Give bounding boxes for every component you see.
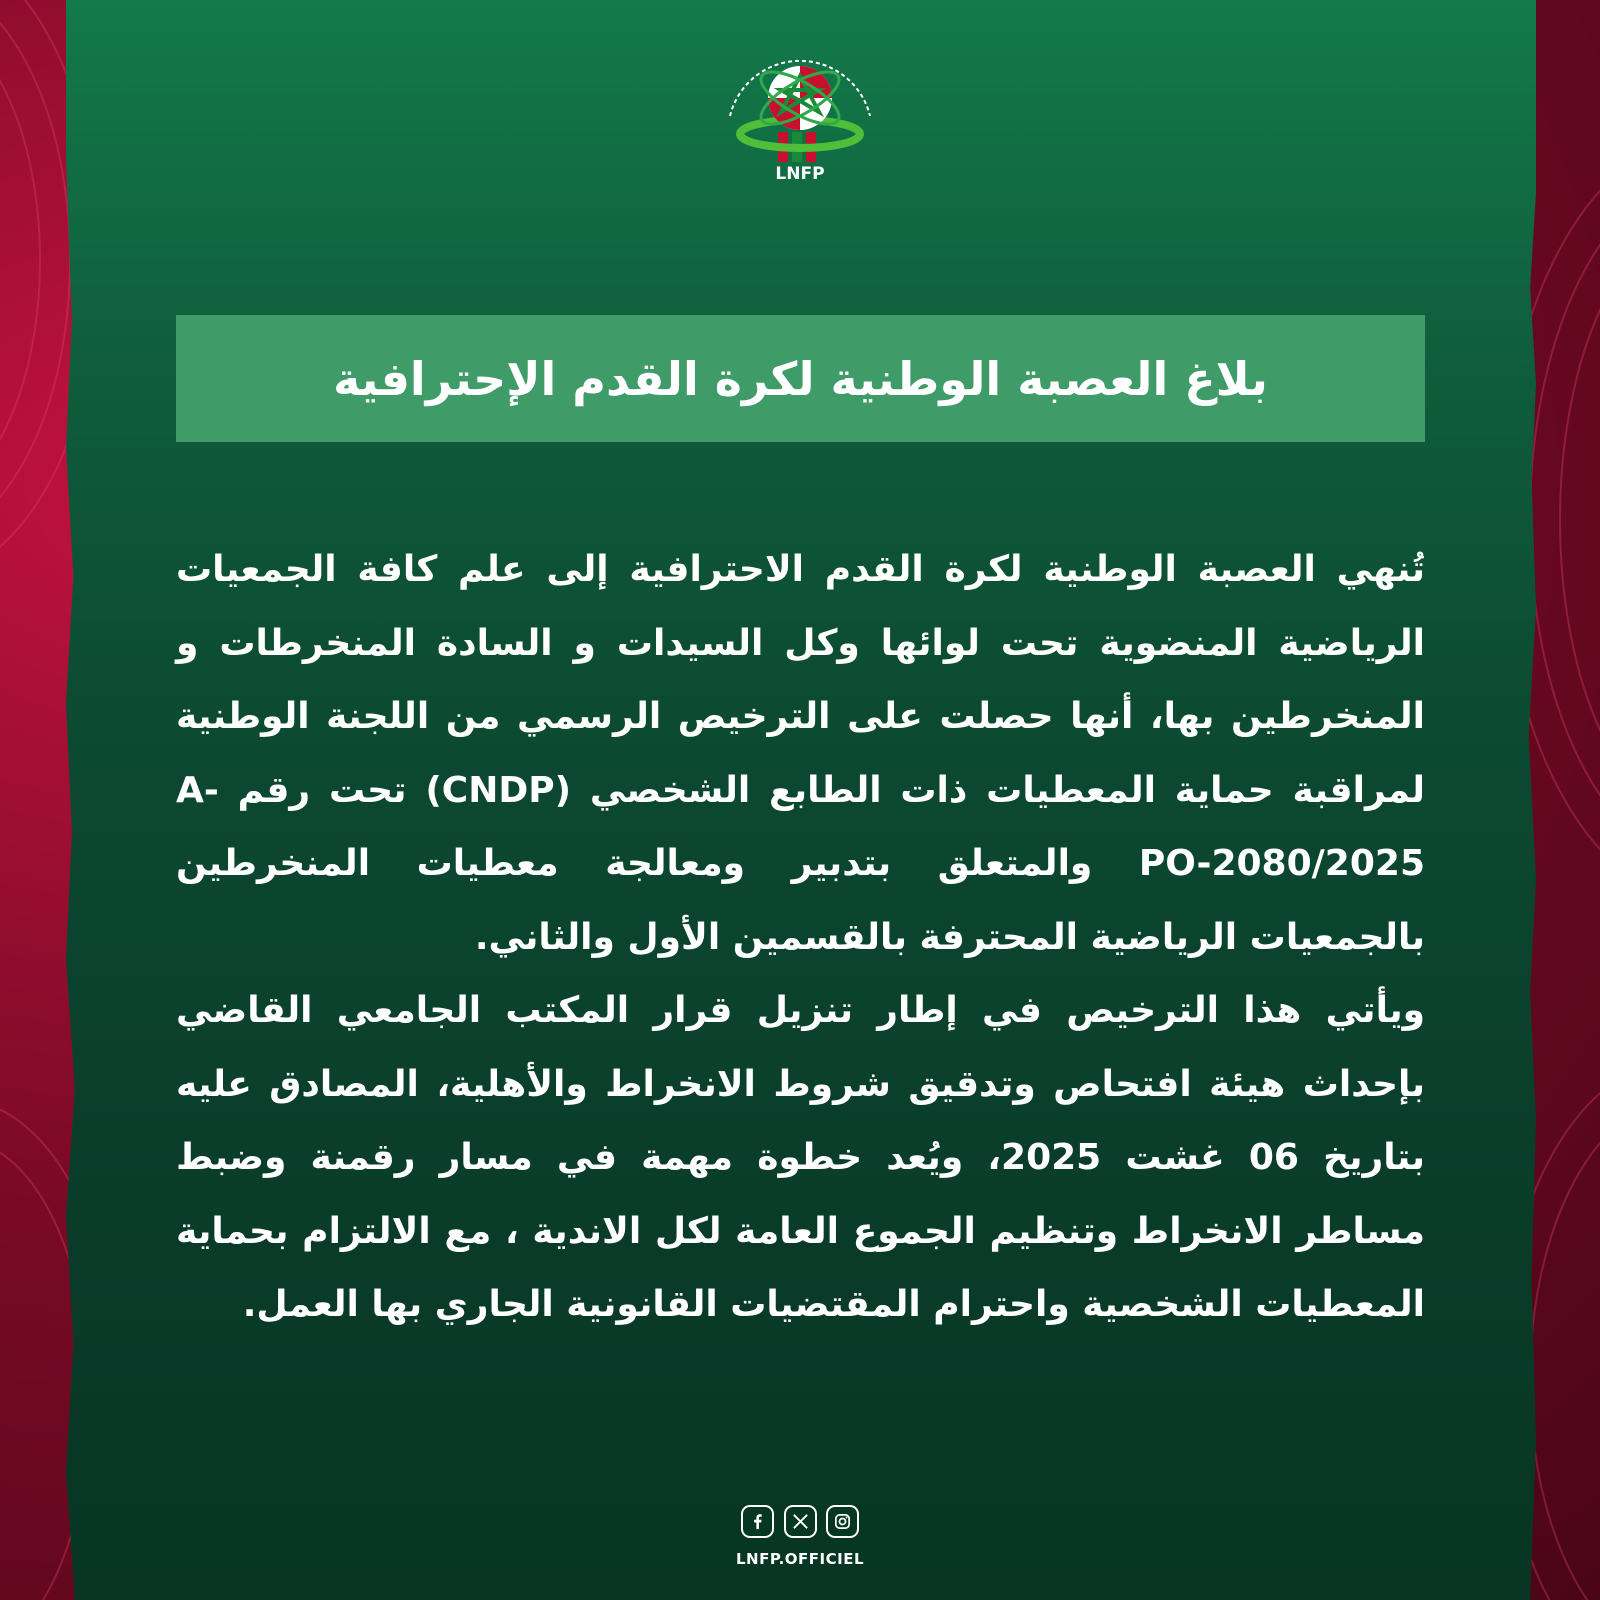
logo-label: LNFP	[775, 164, 825, 184]
announcement-paragraph-2: ويأتي هذا الترخيص في إطار تنزيل قرار المكتب الجامعي القاضي بإحداث هيئة افتحاص وتدقيق شروط الانخراط والأهلية، المصادق عليه بتاريخ 06 غشت 2025، ويُعد خطوة مهمة في مسار رقمنة وضبط مساطر الانخراط وتنظيم الجموع العامة لكل الاندية ، مع الالتزام بحماية المعطيات الشخصية واحترام المقتضيات القانونية الجاري بها العمل.	[176, 990, 1425, 1325]
announcement-title-bar	[176, 315, 1425, 442]
lnfp-logo	[712, 40, 888, 190]
x-icon[interactable]	[784, 1505, 817, 1538]
announcement-paragraph-1: تُنهي العصبة الوطنية لكرة القدم الاحترافية إلى علم كافة الجمعيات الرياضية المنضوية تحت لوائها وكل السيدات و السادة المنخرطات و المنخرطين بها، أنها حصلت على الترخيص الرسمي من اللجنة الوطنية لمراقبة حماية المعطيات ذات الطابع الشخصي (CNDP) تحت رقم A-PO-2080/2025 والمتعلق بتدبير ومعالجة معطيات المنخرطين بالجمعيات الرياضية المحترفة بالقسمين الأول والثاني.	[176, 549, 1425, 958]
social-icons	[741, 1505, 859, 1541]
social-handle: LNFP.OFFICIEL	[735, 1550, 865, 1568]
facebook-icon[interactable]	[741, 1505, 774, 1538]
logo-emblem-icon	[712, 40, 888, 166]
instagram-icon[interactable]	[826, 1505, 859, 1538]
announcement-title: بلاغ العصبة الوطنية لكرة القدم الإحترافية	[333, 351, 1268, 406]
announcement-body	[176, 533, 1425, 1342]
